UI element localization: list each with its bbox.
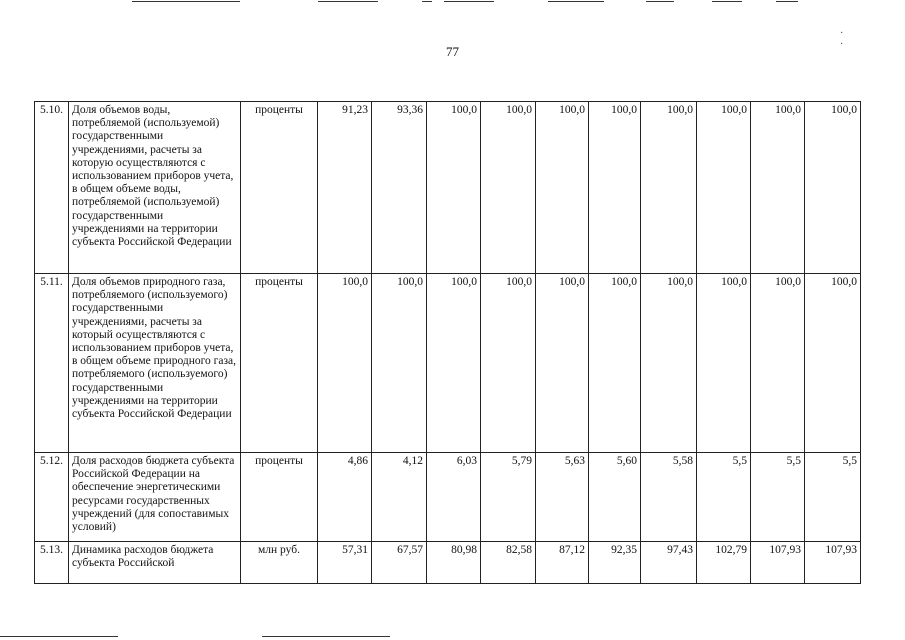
- indicator-cell: Доля объемов воды, потребляемой (используемой) государственными учреждениями, расчеты за которую осуществляются с использованием приборов учета, в общем объеме воды, потребляемой (используемой) государственными учреждениями на территории субъекта Российской Федерации: [69, 102, 241, 274]
- value-cell: 82,58: [481, 542, 536, 584]
- value-cell: 87,12: [536, 542, 589, 584]
- value-cell: 107,93: [805, 542, 861, 584]
- value-cell: 100,0: [481, 274, 536, 453]
- indicators-table: [34, 101, 861, 584]
- value-cell: 102,79: [697, 542, 751, 584]
- value-cell: 5,5: [751, 453, 805, 542]
- table-row: [35, 542, 861, 584]
- scan-specks: · ·: [840, 28, 864, 50]
- top-rule-lines: [0, 0, 905, 12]
- unit-cell: проценты: [241, 453, 318, 542]
- value-cell: 92,35: [589, 542, 641, 584]
- indicator-cell: Динамика расходов бюджета субъекта Российской: [69, 542, 241, 584]
- value-cell: 5,60: [589, 453, 641, 542]
- value-cell: 107,93: [751, 542, 805, 584]
- row-number-cell: 5.13.: [35, 542, 69, 584]
- row-number-cell: 5.11.: [35, 274, 69, 453]
- value-cell: 100,0: [697, 102, 751, 274]
- value-cell: 6,03: [427, 453, 481, 542]
- value-cell: 4,86: [318, 453, 372, 542]
- unit-cell: млн руб.: [241, 542, 318, 584]
- value-cell: 91,23: [318, 102, 372, 274]
- table-row: [35, 274, 861, 453]
- unit-cell: проценты: [241, 102, 318, 274]
- row-number-cell: 5.12.: [35, 453, 69, 542]
- value-cell: 100,0: [805, 274, 861, 453]
- value-cell: 100,0: [536, 102, 589, 274]
- value-cell: 5,5: [697, 453, 751, 542]
- table-row: [35, 102, 861, 274]
- row-number-cell: 5.10.: [35, 102, 69, 274]
- value-cell: 80,98: [427, 542, 481, 584]
- value-cell: 100,0: [318, 274, 372, 453]
- indicator-cell: Доля объемов природного газа, потребляемого (используемого) государственными учреждениями, расчеты за который осуществляются с использованием приборов учета, в общем объеме природного газа, потребляемого (используемого) государственными учреждениями на территории субъекта Российской Федерации: [69, 274, 241, 453]
- table-row: [35, 453, 861, 542]
- value-cell: 100,0: [641, 274, 697, 453]
- value-cell: 57,31: [318, 542, 372, 584]
- value-cell: 100,0: [751, 274, 805, 453]
- value-cell: 5,5: [805, 453, 861, 542]
- value-cell: 5,63: [536, 453, 589, 542]
- indicator-cell: Доля расходов бюджета субъекта Российской Федерации на обеспечение энергетическими ресурсами государственных учреждений (для сопоставимых условий): [69, 453, 241, 542]
- value-cell: 100,0: [697, 274, 751, 453]
- value-cell: 100,0: [372, 274, 427, 453]
- value-cell: 5,79: [481, 453, 536, 542]
- value-cell: 100,0: [427, 274, 481, 453]
- value-cell: 100,0: [589, 274, 641, 453]
- value-cell: 100,0: [751, 102, 805, 274]
- value-cell: 100,0: [641, 102, 697, 274]
- value-cell: 100,0: [536, 274, 589, 453]
- value-cell: 67,57: [372, 542, 427, 584]
- value-cell: 100,0: [589, 102, 641, 274]
- value-cell: 93,36: [372, 102, 427, 274]
- page-number: 77: [446, 44, 459, 59]
- value-cell: 5,58: [641, 453, 697, 542]
- value-cell: 97,43: [641, 542, 697, 584]
- unit-cell: проценты: [241, 274, 318, 453]
- value-cell: 100,0: [805, 102, 861, 274]
- value-cell: 4,12: [372, 453, 427, 542]
- value-cell: 100,0: [481, 102, 536, 274]
- value-cell: 100,0: [427, 102, 481, 274]
